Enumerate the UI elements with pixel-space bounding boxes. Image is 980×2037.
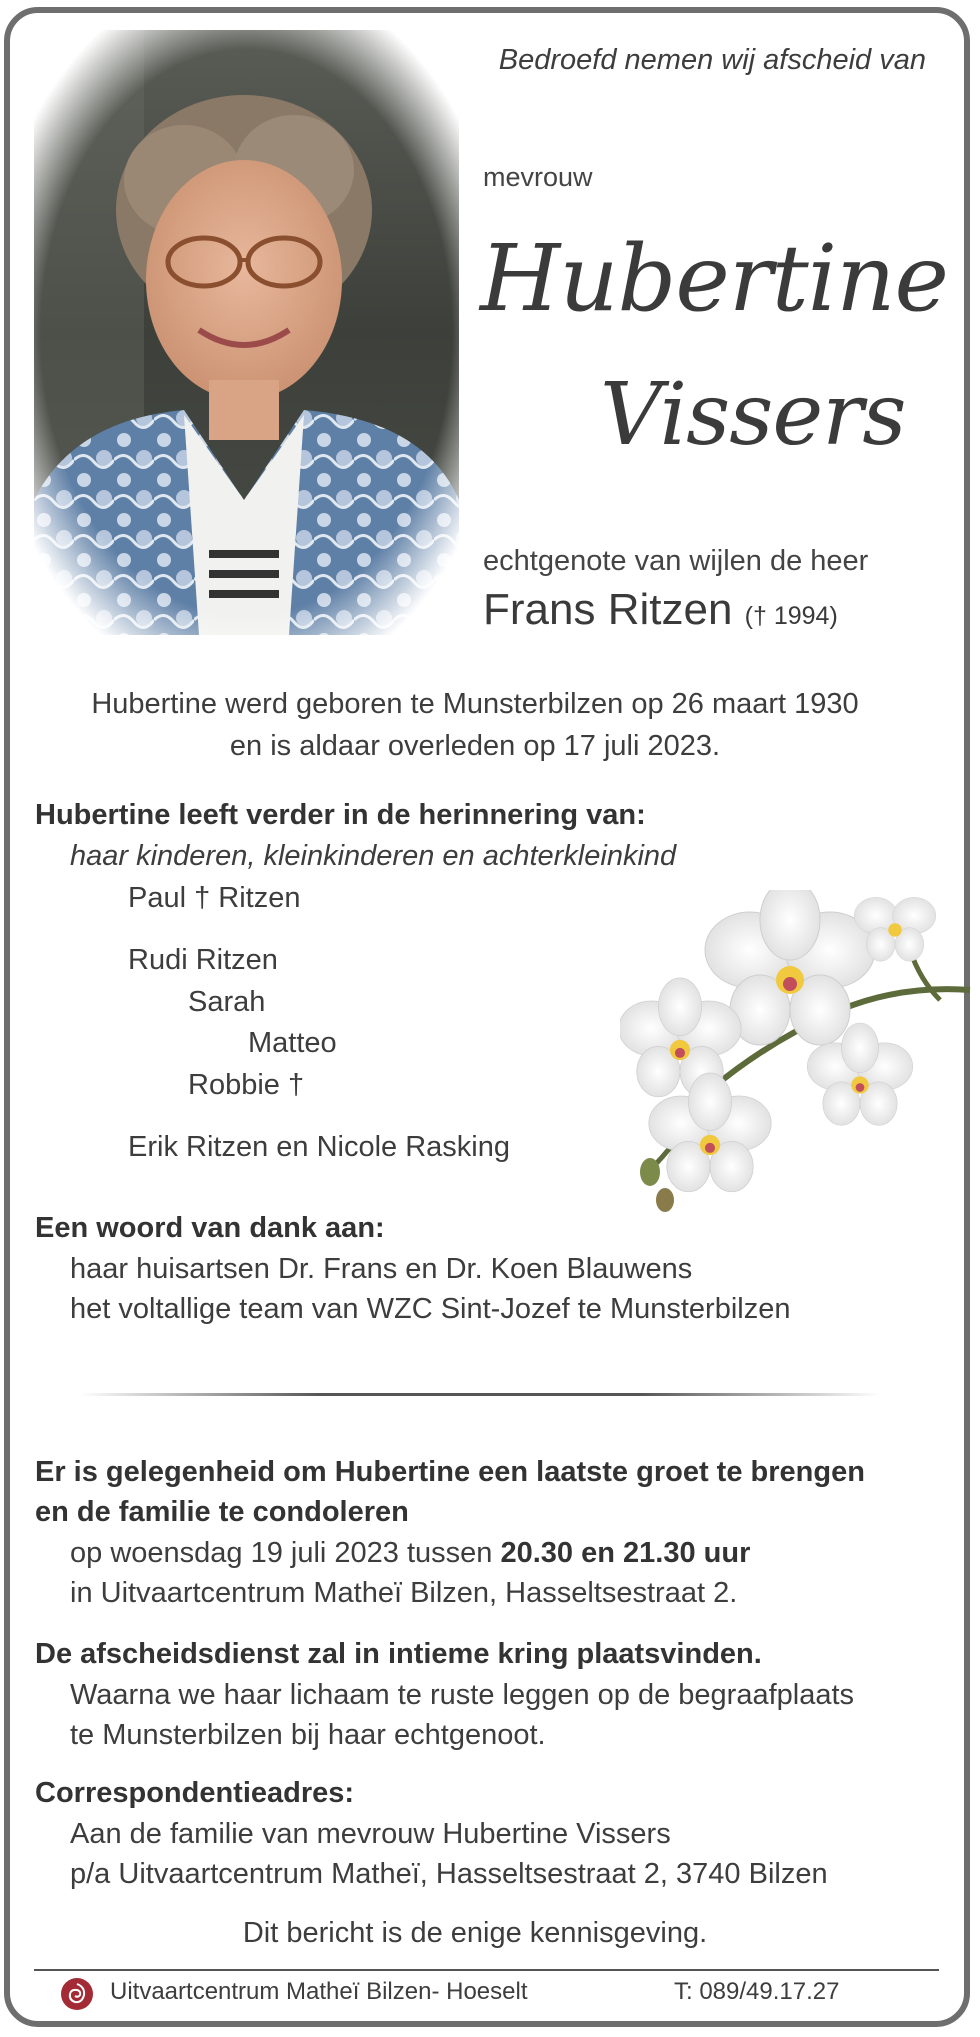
rose-logo-icon [60, 1977, 94, 2011]
visitation-heading-2: en de familie te condoleren [35, 1496, 409, 1528]
person-rudi: Rudi Ritzen [128, 944, 278, 976]
person-matteo: Matteo [248, 1027, 337, 1059]
person-robbie: Robbie † [188, 1069, 305, 1101]
birth-line-2: en is aldaar overleden op 17 juli 2023. [229, 730, 721, 762]
visitation-location: in Uitvaartcentrum Matheï Bilzen, Hasseltsestraat 2. [70, 1577, 738, 1609]
memory-subtitle: haar kinderen, kleinkinderen en achterkleinkind [70, 840, 677, 872]
intro-text: Bedroefd nemen wij afscheid van [498, 44, 926, 76]
correspondence-heading: Correspondentieadres: [35, 1777, 355, 1809]
orchid-illustration [620, 890, 972, 1220]
spouse-name-line [483, 585, 838, 635]
correspondence-line-2: p/a Uitvaartcentrum Matheï, Hasseltsestraat 2, 3740 Bilzen [70, 1858, 828, 1890]
service-line-1: Waarna we haar lichaam te ruste leggen op de begraafplaats [70, 1679, 855, 1711]
footer-company: Uitvaartcentrum Matheï Bilzen- Hoeselt [110, 1978, 528, 2005]
thanks-line-1: haar huisartsen Dr. Frans en Dr. Koen Blauwens [70, 1253, 693, 1285]
deceased-last-name: Vissers [600, 365, 906, 465]
service-heading: De afscheidsdienst zal in intieme kring plaatsvinden. [35, 1638, 762, 1670]
visitation-date-line [70, 1537, 750, 1570]
person-erik-nicole: Erik Ritzen en Nicole Rasking [128, 1131, 510, 1163]
footer-phone: T: 089/49.17.27 [674, 1978, 840, 2005]
portrait-photo [34, 30, 459, 635]
spouse-label: echtgenote van wijlen de heer [483, 545, 869, 577]
memory-heading: Hubertine leeft verder in de herinnering van: [35, 799, 646, 831]
visitation-date: op woensdag 19 juli 2023 tussen [70, 1537, 501, 1569]
service-line-2: te Munsterbilzen bij haar echtgenoot. [70, 1719, 546, 1751]
spouse-name: Frans Ritzen [483, 585, 733, 634]
correspondence-line-1: Aan de familie van mevrouw Hubertine Vissers [70, 1818, 671, 1850]
birth-line-1: Hubertine werd geboren te Munsterbilzen op 26 maart 1930 [91, 688, 859, 720]
visitation-heading-1: Er is gelegenheid om Hubertine een laatste groet te brengen [35, 1456, 865, 1488]
deceased-first-name: Hubertine [480, 225, 948, 332]
thanks-line-2: het voltallige team van WZC Sint-Jozef te Munsterbilzen [70, 1293, 791, 1325]
spouse-death-year: († 1994) [744, 602, 838, 630]
visitation-time: 20.30 en 21.30 uur [500, 1537, 751, 1569]
section-divider [80, 1393, 880, 1396]
person-sarah: Sarah [188, 986, 266, 1018]
title-prefix: mevrouw [483, 162, 593, 192]
notice-text: Dit bericht is de enige kennisgeving. [242, 1917, 708, 1949]
thanks-heading: Een woord van dank aan: [35, 1212, 385, 1244]
person-paul: Paul † Ritzen [128, 882, 301, 914]
footer-divider [34, 1969, 939, 1971]
